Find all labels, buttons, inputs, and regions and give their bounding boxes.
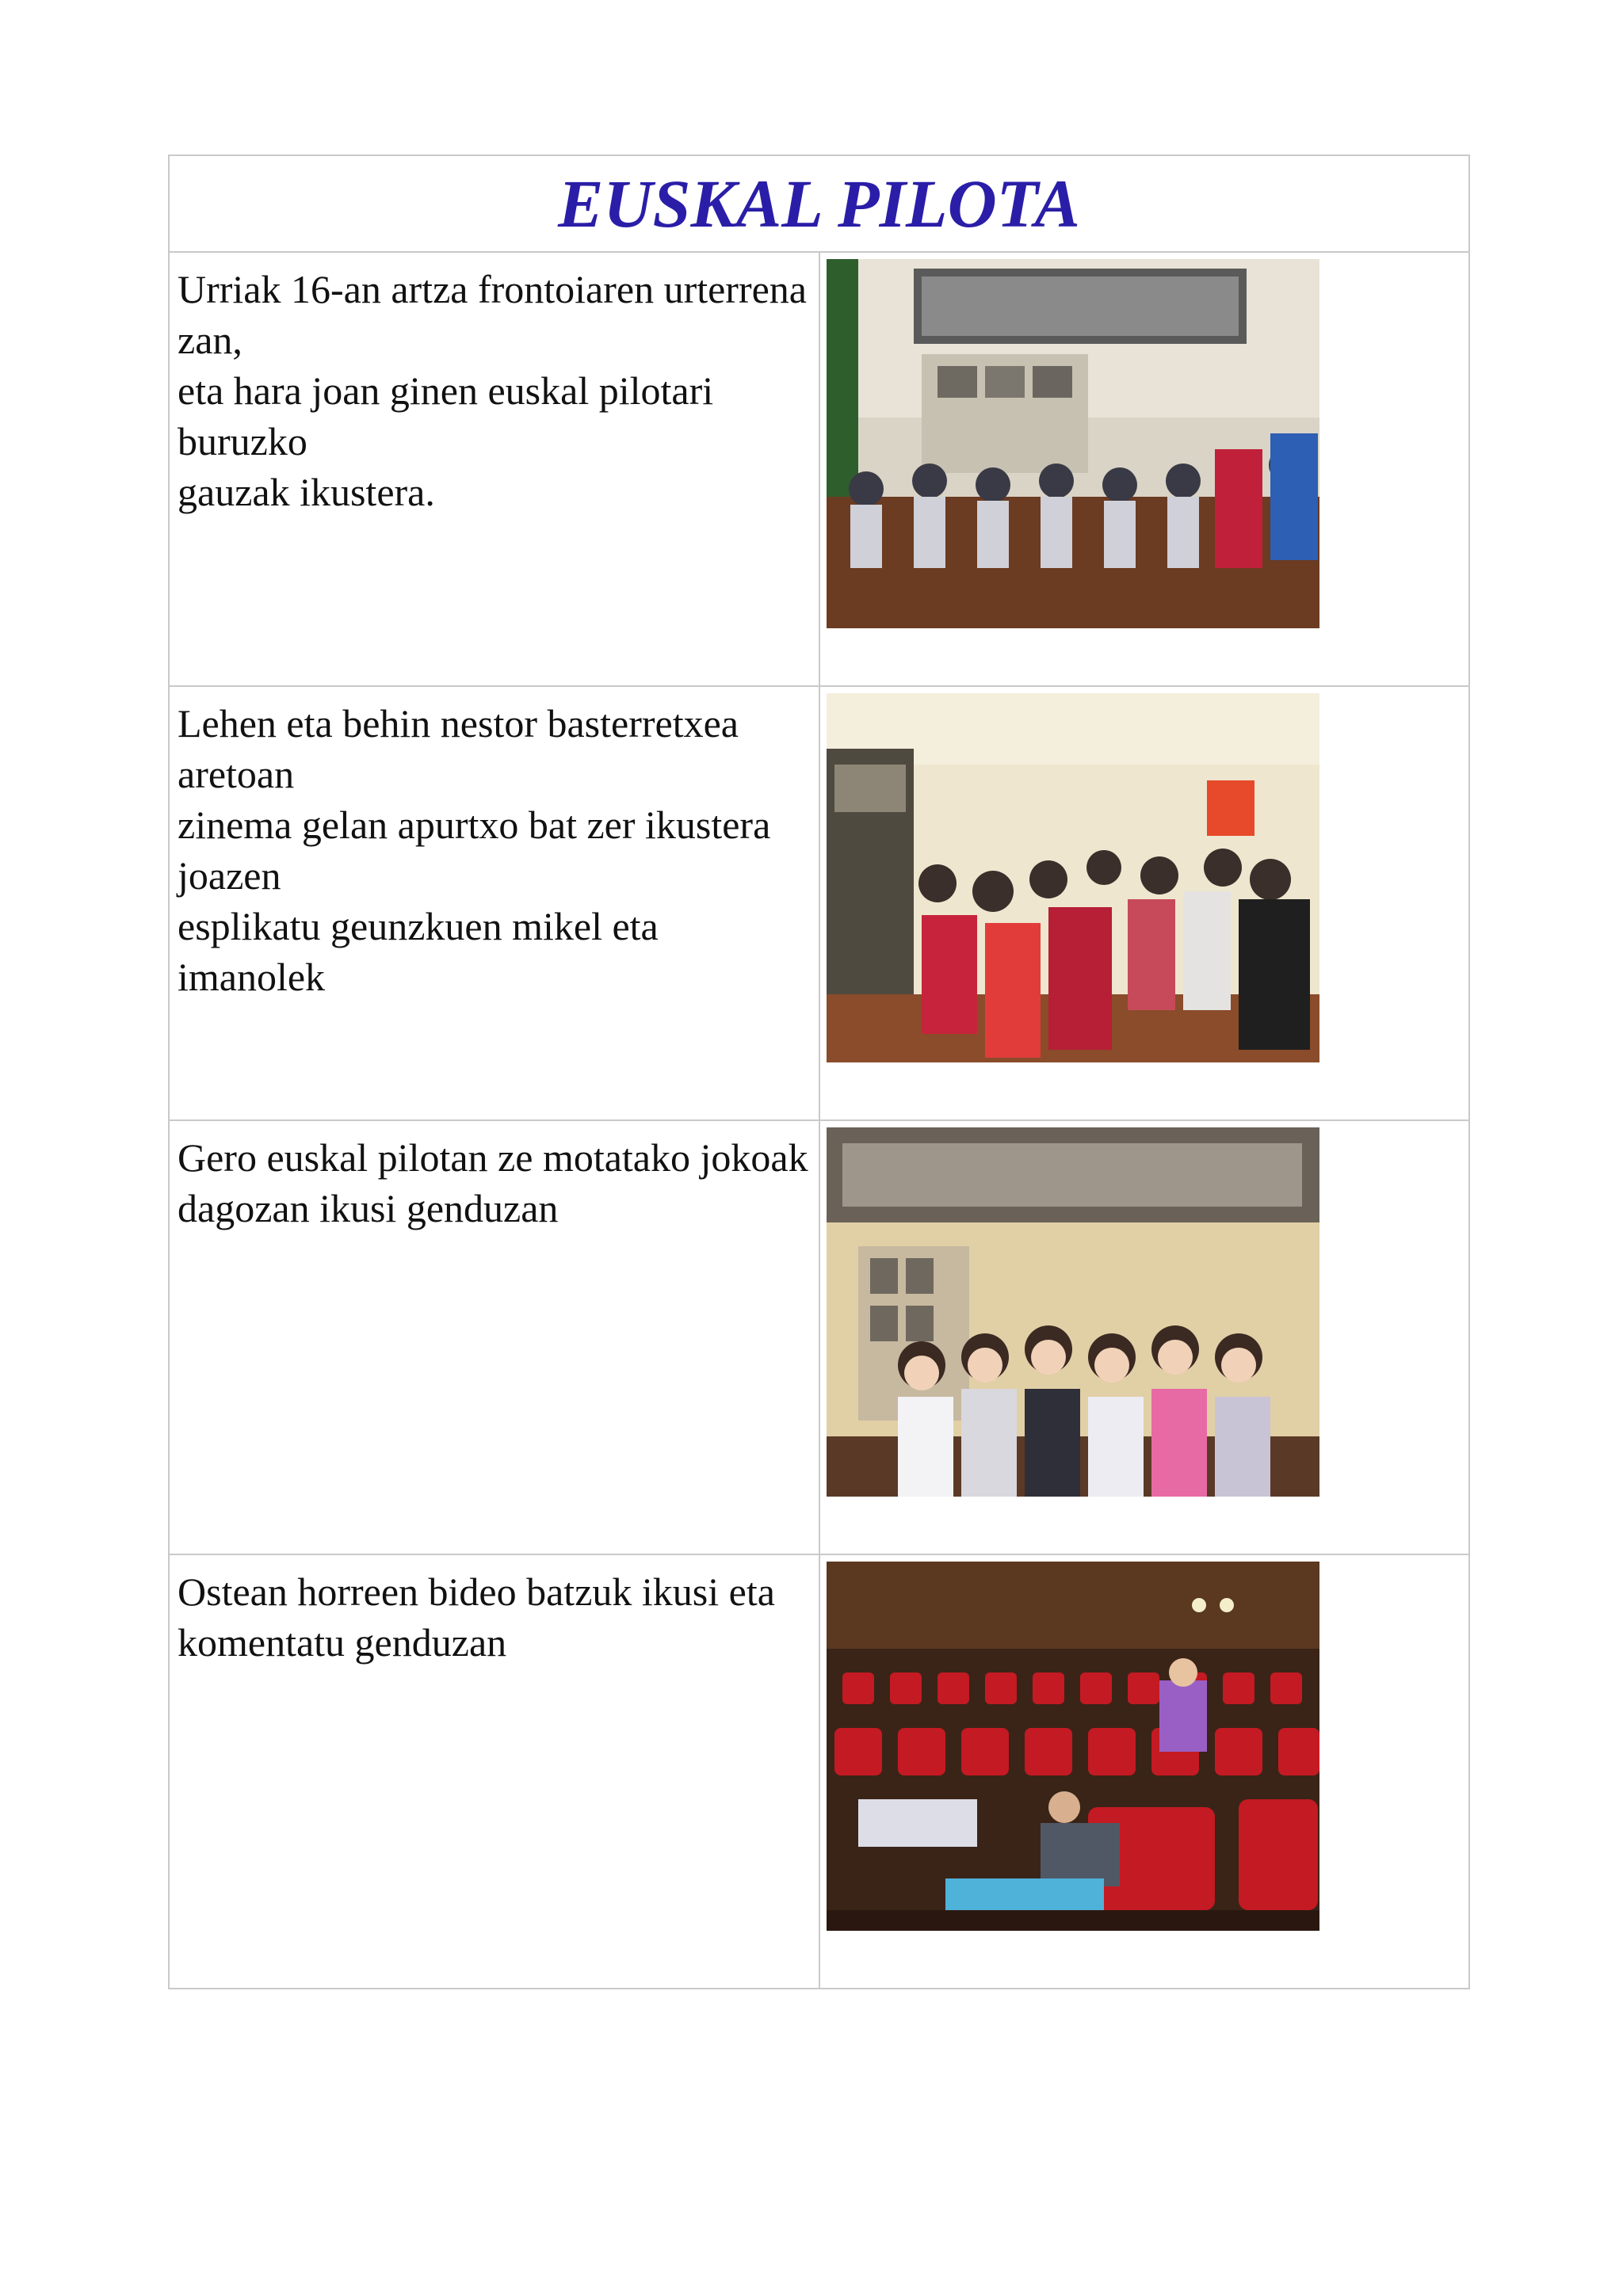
row-text: Lehen eta behin nestor basterretxea aretoan zinema gelan apurtxo bat zer ikustera joazen esplikatu geunzkuen mikel eta imanolek bbox=[178, 701, 771, 999]
text-cell bbox=[169, 1554, 819, 1989]
posing-group-photo bbox=[827, 1127, 1319, 1497]
photo-cell bbox=[819, 1554, 1470, 1989]
table-row bbox=[169, 1554, 1469, 1989]
text-cell bbox=[169, 1120, 819, 1554]
table-row bbox=[169, 686, 1469, 1120]
photo-cell bbox=[819, 1120, 1470, 1554]
photo-cell bbox=[819, 252, 1470, 686]
row-text: Urriak 16-an artza frontoiaren urterrena zan, eta hara joan ginen euskal pilotari buruzko gauzak ikustera. bbox=[178, 267, 807, 514]
text-cell bbox=[169, 252, 819, 686]
row-text: Ostean horreen bideo batzuk ikusi eta komentatu genduzan bbox=[178, 1569, 775, 1665]
row-text: Gero euskal pilotan ze motatako jokoak dagozan ikusi genduzan bbox=[178, 1135, 808, 1230]
content-table bbox=[168, 154, 1470, 1989]
page-title: EUSKAL PILOTA bbox=[558, 166, 1080, 242]
photo-cell bbox=[819, 686, 1470, 1120]
cinema-seats-photo bbox=[827, 1562, 1319, 1931]
text-cell bbox=[169, 686, 819, 1120]
table-row bbox=[169, 252, 1469, 686]
exhibition-group-photo bbox=[827, 259, 1319, 628]
title-cell bbox=[169, 155, 1469, 252]
hall-crowd-photo bbox=[827, 693, 1319, 1062]
table-row bbox=[169, 1120, 1469, 1554]
